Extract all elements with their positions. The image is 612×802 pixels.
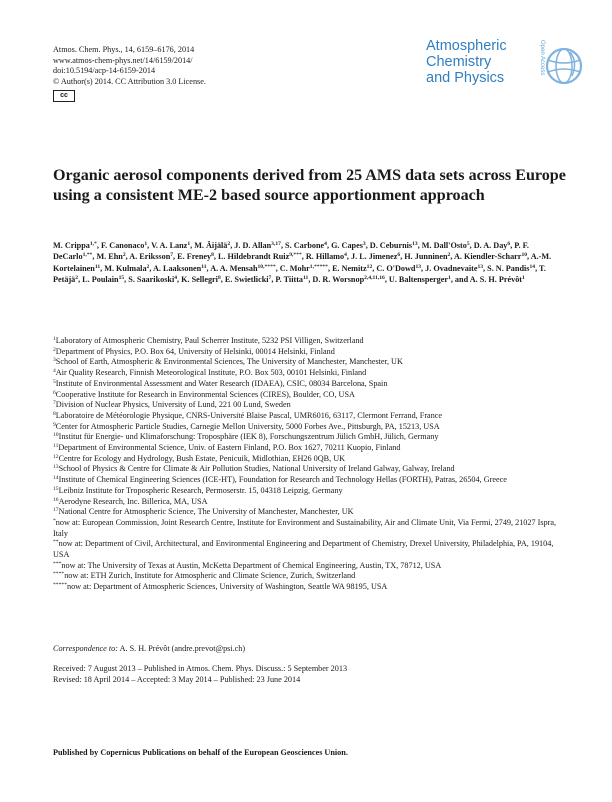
- author-name: M. Äijälä: [194, 241, 228, 250]
- author-name: C. Mohr: [279, 263, 310, 273]
- author-name: C. O'Dowd: [376, 263, 416, 273]
- open-access-label: Open Access: [539, 40, 545, 76]
- author: [181, 275, 221, 284]
- affiliation: [53, 582, 568, 593]
- affiliation-mark: 11: [53, 442, 59, 449]
- affiliation: [53, 571, 568, 582]
- affiliation-text: School of Earth, Atmospheric & Environmental Sciences, The University of Manchester, Manchester, UK: [55, 357, 403, 367]
- author: [280, 264, 328, 273]
- author-affiliation-mark: 1: [448, 275, 451, 282]
- publisher-footer: Published by Copernicus Publications on behalf of the European Geosciences Union.: [53, 748, 348, 757]
- author-name: P. F. DeCarlo: [53, 241, 529, 262]
- affiliation: [53, 464, 568, 475]
- affiliation: [53, 411, 568, 422]
- author-affiliation-mark: 11: [94, 263, 101, 270]
- affiliation-text: Cooperative Institute for Research in Environmental Sciences (CIRES), Boulder, CO, USA: [55, 389, 355, 399]
- author-name: D. Ceburnis: [369, 241, 413, 250]
- affiliation-mark: 8: [53, 410, 56, 417]
- author: [487, 264, 535, 273]
- affiliation-mark: 15: [53, 485, 59, 492]
- affiliation-text: National Centre for Atmospheric Science, The University of Manchester, Manchester, UK: [58, 507, 354, 517]
- author-name: A. Kiendler-Scharr: [453, 252, 522, 262]
- author-affiliation-mark: 10: [521, 252, 528, 259]
- author-name: T. Petäjä: [53, 263, 546, 285]
- affiliation: [53, 561, 568, 572]
- author-name: V. A. Lanz: [151, 241, 188, 250]
- author-name: S. Carbone: [285, 241, 325, 250]
- author-affiliation-mark: 11: [303, 275, 309, 282]
- author-name: J. Ovadnevaite: [425, 263, 478, 273]
- author-name: M. Ehn: [96, 252, 123, 262]
- author-affiliation-mark: 13: [477, 263, 484, 270]
- affiliation-mark: ***: [53, 560, 62, 567]
- copyright: © Author(s) 2014. CC Attribution 3.0 License.: [53, 76, 206, 86]
- author: [312, 275, 384, 284]
- author-name: A. S. H. Prévôt: [469, 275, 523, 285]
- author: [82, 275, 124, 284]
- affiliation-text: Aerodyne Research, Inc. Billerica, MA, USA: [58, 496, 208, 506]
- author-name: G. Capes: [331, 241, 363, 250]
- author-name: L. Poulain: [82, 275, 119, 285]
- author: [104, 264, 149, 273]
- affiliation-list: [53, 336, 568, 593]
- journal-name: [426, 38, 507, 86]
- affiliation: [53, 539, 568, 560]
- author-affiliation-mark: 1,**: [82, 252, 93, 259]
- affiliation: [53, 422, 568, 433]
- author-name: M. Dall'Osto: [421, 241, 467, 250]
- author-affiliation-mark: 1: [522, 275, 525, 282]
- affiliation-text: Center for Atmospheric Particle Studies, Carnegie Mellon University, 5000 Forbes Ave., Pittsburgh, PA, 15213, USA: [55, 421, 440, 431]
- correspondence: [53, 643, 245, 654]
- author-affiliation-mark: 1,*: [89, 240, 97, 247]
- affiliation-mark: **: [53, 539, 59, 546]
- affiliation-mark: ****: [53, 571, 65, 578]
- author-name: J. D. Allan: [234, 241, 272, 250]
- author-name: A.-M. Kortelainen: [53, 252, 552, 273]
- author-affiliation-mark: 13: [412, 240, 418, 247]
- author-affiliation-mark: 1: [187, 240, 191, 247]
- revised-line: Revised: 18 April 2014 – Accepted: 3 May 2014 – Published: 23 June 2014: [53, 675, 301, 684]
- author-affiliation-mark: 6: [397, 252, 401, 259]
- affiliation: [53, 454, 568, 465]
- author-name: D. R. Worsnop: [312, 275, 365, 285]
- paper-title: Organic aerosol components derived from 25 AMS data sets across Europe using a consistent ME-2 based source apportionment approach: [53, 167, 566, 204]
- author: [275, 275, 308, 284]
- author-affiliation-mark: 2: [447, 252, 451, 259]
- affiliation-text: Department of Environmental Science, Univ. of Eastern Finland, P.O. Box 1627, 70211 Kuopio, Finland: [58, 443, 401, 453]
- author-affiliation-mark: 3: [362, 240, 366, 247]
- citation: Atmos. Chem. Phys., 14, 6159–6176, 2014: [53, 45, 195, 54]
- affiliation: [53, 486, 568, 497]
- author-affiliation-mark: 8: [211, 252, 214, 259]
- author: [96, 252, 125, 261]
- authors-and: and: [454, 275, 469, 285]
- author: [101, 241, 147, 250]
- affiliation: [53, 368, 568, 379]
- affiliation-text: now at: ETH Zurich, Institute for Atmospheric and Climate Science, Zurich, Switzerland: [64, 571, 356, 581]
- author-name: S. N. Pandis: [487, 263, 530, 273]
- affiliation-text: Leibniz Institute for Tropospheric Research, Permoserstr. 15, 04318 Leipzig, Germany: [58, 485, 343, 495]
- author: [422, 241, 470, 250]
- author: [218, 252, 302, 261]
- author: [151, 241, 190, 250]
- affiliation-mark: 7: [53, 400, 56, 407]
- affiliation-mark: 14: [53, 474, 59, 481]
- author: [376, 264, 421, 273]
- affiliation-mark: 6: [53, 389, 56, 396]
- author: [425, 264, 483, 273]
- affiliation: [53, 379, 568, 390]
- author-affiliation-mark: 6: [507, 240, 511, 247]
- affiliation: [53, 497, 568, 508]
- correspondence-text: A. S. H. Prévôt (andre.prevot@psi.ch): [119, 644, 246, 653]
- author-affiliation-mark: 4: [174, 275, 178, 282]
- author-name: H. Junninen: [404, 252, 448, 262]
- author-name: F. Canonaco: [100, 241, 145, 250]
- affiliation-text: now at: Department of Civil, Architectural, and Environmental Engineering and Department of Chemistry, Drexel University, Philadelphia, PA, 19104, USA: [53, 539, 554, 560]
- affiliation-mark: 13: [53, 464, 59, 471]
- affiliation-mark: 12: [53, 453, 59, 460]
- author: [210, 264, 276, 273]
- cc-license-badge[interactable]: cc: [53, 90, 75, 102]
- author-affiliation-mark: 2,4,11,16: [364, 275, 385, 282]
- author-name: D. A. Day: [473, 241, 508, 250]
- affiliation-text: Institute of Environmental Assessment and Water Research (IDAEA), CSIC, 08034 Barcelona, Spain: [55, 378, 388, 388]
- affiliation: [53, 507, 568, 518]
- author: [234, 241, 281, 250]
- affiliation: [53, 357, 568, 368]
- author: [177, 252, 214, 261]
- author: [331, 241, 366, 250]
- author-affiliation-mark: 15: [118, 275, 125, 282]
- affiliation: [53, 443, 568, 454]
- affiliation: [53, 347, 568, 358]
- author-affiliation-mark: 3,17: [271, 240, 281, 247]
- affiliation-text: Division of Nuclear Physics, University of Lund, 221 00 Lund, Sweden: [55, 400, 291, 410]
- author-affiliation-mark: 2: [122, 252, 126, 259]
- author: [389, 275, 451, 284]
- author: [53, 241, 97, 250]
- author: [470, 275, 525, 284]
- author: [194, 241, 230, 250]
- affiliation: [53, 390, 568, 401]
- author-name: A. Laaksonen: [153, 263, 202, 273]
- author: [404, 252, 450, 261]
- author-affiliation-mark: 1: [144, 240, 148, 247]
- author-name: J. L. Jimenez: [351, 252, 398, 262]
- affiliation-mark: 17: [53, 507, 59, 514]
- journal-name-line-2: Chemistry: [426, 54, 492, 70]
- author: [351, 252, 400, 261]
- author: [370, 241, 418, 250]
- author-list: M. Crippa$^{1,*}$, F. Canonaco$^1$, V. A. Lanz$^1$, M. Äijälä$^2$, J. D. Allan$^{3,17}$, S. Carbone$^4$, G. Capes$^3$, D. Ceburnis$^{13}$, M. Dall'Osto$^5$, D. A. Day$^6$, P. F. DeCarlo$^{1,**}$, M. Ehn$^2$, A. Eriksson$^7$, E. Freney$^8$, L. Hildebrandt Ruiz$^{9,***}$, R. Hillamo$^4$, J. L. Jimenez$^6$, H. Junninen$^2$, A. Kiendler-Scharr$^{10}$, A.-M. Kortelainen$^{11}$, M. Kulmala$^2$, A. Laaksonen$^{11}$, A. A. Mensah$^{10,****}$, C. Mohr$^{1,*****}$, E. Nemitz$^{12}$, C. O'Dowd$^{13}$, J. Ovadnevaite$^{13}$, S. N. Pandis$^{14}$, T. Petäjä$^2$, L. Poulain$^{15}$, S. Saarikoski$^4$, K. Sellegri$^8$, E. Swietlicki$^7$, P. Tiitta$^{11}$, D. R. Worsnop$^{2,4,11,16}$, U. Baltensperger$^1$, and A. S. H. Prévôt$^1$: [53, 240, 552, 285]
- affiliation-mark: 10: [53, 432, 59, 439]
- author-affiliation-mark: 2: [146, 263, 150, 270]
- author-name: M. Kulmala: [104, 263, 147, 273]
- affiliation: [53, 475, 568, 486]
- affiliation-mark: 3: [53, 357, 56, 364]
- journal-name-line-3: and Physics: [426, 70, 505, 86]
- article-header: [53, 45, 206, 102]
- affiliation-mark: 1: [53, 335, 56, 342]
- author: [285, 241, 327, 250]
- affiliation-mark: 2: [53, 346, 56, 353]
- author: [474, 241, 510, 250]
- affiliation-mark: 16: [53, 496, 59, 503]
- author-affiliation-mark: 11: [201, 263, 207, 270]
- affiliation-text: Department of Physics, P.O. Box 64, University of Helsinki, 00014 Helsinki, Finland: [55, 346, 335, 356]
- author-name: A. A. Mensah: [210, 263, 258, 273]
- journal-name-line-1: Atmospheric: [426, 38, 507, 54]
- author: [332, 264, 372, 273]
- affiliation-mark: 9: [53, 421, 56, 428]
- author: [225, 275, 271, 284]
- journal-logo: [426, 38, 586, 100]
- affiliation-text: Centre for Ecology and Hydrology, Bush Estate, Penicuik, Midlothian, EH26 0QB, UK: [58, 453, 346, 463]
- author-name: K. Sellegri: [181, 275, 218, 285]
- author-affiliation-mark: 7: [268, 275, 272, 282]
- author-affiliation-mark: 2: [227, 240, 231, 247]
- affiliation-text: Air Quality Research, Finnish Meteorological Institute, P.O. Box 503, 00101 Helsinki, Finland: [55, 368, 367, 378]
- affiliation-text: Institut für Energie- und Klimaforschung: Troposphäre (IEK 8), Forschungszentrum Jülich GmbH, Jülich, Germany: [58, 432, 439, 442]
- globe-icon: [544, 46, 584, 86]
- correspondence-label: Correspondence to:: [53, 644, 118, 653]
- affiliation-text: now at: The University of Texas at Austin, McKetta Department of Chemical Engineering, Austin, TX, 78712, USA: [61, 560, 442, 570]
- affiliation-text: Laboratory of Atmospheric Chemistry, Paul Scherrer Institute, 5232 PSI Villigen, Switzerland: [55, 336, 364, 345]
- author-affiliation-mark: 4: [344, 252, 347, 259]
- affiliation: [53, 336, 568, 347]
- author-affiliation-mark: 10,****: [257, 263, 276, 270]
- author: [153, 264, 207, 273]
- author-affiliation-mark: 8: [217, 275, 221, 282]
- affiliation-text: Laboratoire de Météorologie Physique, CNRS-Université Blaise Pascal, UMR6016, 63117, Clermont Ferrand, France: [55, 410, 443, 420]
- doi[interactable]: doi:10.5194/acp-14-6159-2014: [53, 66, 156, 76]
- author-name: M. Crippa: [53, 241, 90, 250]
- author-affiliation-mark: 4: [324, 240, 327, 247]
- received-line: Received: 7 August 2013 – Published in Atmos. Chem. Phys. Discuss.: 5 September 2013: [53, 664, 348, 673]
- author: [306, 252, 347, 261]
- affiliation-text: now at: European Commission, Joint Research Centre, Institute for Environment and Sustainability, Air and Climate Unit, Via Fermi, 2749, 21027 Ispra, Italy: [53, 517, 557, 538]
- author-affiliation-mark: 12: [366, 263, 373, 270]
- author-name: S. Saarikoski: [128, 275, 175, 285]
- author-name: A. Eriksson: [129, 252, 171, 262]
- affiliation-mark: *****: [53, 581, 67, 588]
- author-affiliation-mark: 1,*****: [309, 263, 328, 270]
- publication-dates: [53, 663, 347, 685]
- author-name: P. Tiitta: [275, 275, 304, 285]
- author-affiliation-mark: 7: [170, 252, 174, 259]
- affiliation: [53, 432, 568, 443]
- affiliation-text: Institute of Chemical Engineering Sciences (ICE-HT), Foundation for Research and Technology Hellas (FORTH), Patras, 26504, Greece: [58, 475, 507, 485]
- affiliation-text: now at: Department of Atmospheric Sciences, University of Washington, Seattle WA 98195, USA: [66, 582, 388, 592]
- affiliation-text: School of Physics & Centre for Climate & Air Pollution Studies, National University of Ireland Galway, Galway, Ireland: [58, 464, 455, 474]
- author-name: R. Hillamo: [305, 252, 345, 262]
- author-name: E. Freney: [177, 252, 212, 262]
- affiliation: [53, 518, 568, 539]
- author: [129, 252, 173, 261]
- affiliation-mark: 5: [53, 378, 56, 385]
- article-url[interactable]: www.atmos-chem-phys.net/14/6159/2014/: [53, 55, 193, 65]
- author-name: U. Baltensperger: [388, 275, 449, 285]
- affiliation-mark: 4: [53, 367, 56, 374]
- author-affiliation-mark: 14: [529, 263, 536, 270]
- author-affiliation-mark: 5: [466, 240, 470, 247]
- author-name: E. Nemitz: [332, 263, 367, 273]
- author-affiliation-mark: 9,***: [289, 252, 302, 259]
- author-affiliation-mark: 2: [75, 275, 79, 282]
- author-name: L. Hildebrandt Ruiz: [218, 252, 290, 262]
- author: [128, 275, 177, 284]
- affiliation: [53, 400, 568, 411]
- author: [454, 252, 527, 261]
- author-name: E. Swietlicki: [224, 275, 269, 285]
- author-affiliation-mark: 13: [415, 263, 422, 270]
- affiliation-mark: *: [53, 517, 56, 524]
